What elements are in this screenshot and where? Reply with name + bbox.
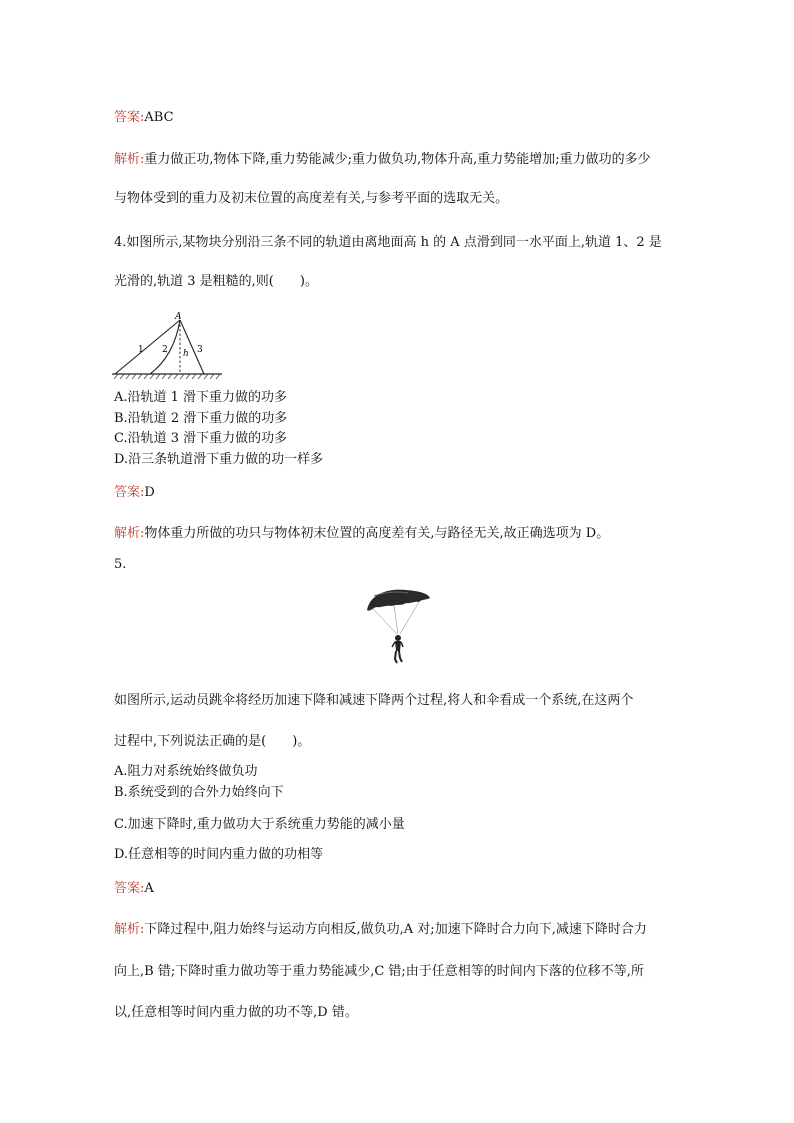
analysis-text: 物体重力所做的功只与物体初末位置的高度差有关,与路径无关,故正确选项为 D。 [144,526,610,541]
q5-option-b: B.系统受到的合外力始终向下 [114,785,284,800]
height-label: h [183,349,189,359]
q5-analysis-line-2: 向上,B 错;下降时重力做功等于重力势能减少,C 错;由于任意相等的时间内下落的位移不等,所 [114,964,644,979]
q4-answer [114,484,155,502]
answer-value: A [144,881,154,896]
q4-option-a: A.沿轨道 1 滑下重力做的功多 [114,390,288,405]
skydiver [392,635,403,663]
prev-analysis-line-2: 与物体受到的重力及初末位置的高度差有关,与参考平面的选取无关。 [114,191,509,206]
parachute-canopy [367,590,430,611]
q5-stem-line-1: 如图所示,运动员跳伞将经历加速下降和减速下降两个过程,将人和伞看成一个系统,在这两个 [114,693,634,708]
q5-option-d: D.任意相等的时间内重力做的功相等 [114,847,324,862]
q4-option-c: C.沿轨道 3 滑下重力做的功多 [114,431,288,446]
prev-answer [114,109,174,127]
answer-label: 答案: [114,881,145,896]
track-1 [115,320,180,374]
q5-option-a: A.阻力对系统始终做负功 [114,764,258,779]
analysis-label: 解析: [114,152,145,167]
q4-option-d: D.沿三条轨道滑下重力做的功一样多 [114,452,324,467]
q4-analysis [114,525,609,543]
analysis-text: 下降过程中,阻力始终与运动方向相反,做负功,A 对;加速下降时合力向下,减速下降时合力 [144,922,647,937]
answer-value: ABC [144,110,174,125]
q5-option-c: C.加速下降时,重力做功大于系统重力势能的减小量 [114,817,405,832]
analysis-label: 解析: [114,922,145,937]
analysis-label: 解析: [114,526,145,541]
q4-option-b: B.沿轨道 2 滑下重力做的功多 [114,411,288,426]
ground-hatching [114,374,220,379]
parachutist-figure [364,584,434,670]
answer-label: 答案: [114,485,145,500]
answer-value: D [144,485,155,500]
q4-stem-line-2: 光滑的,轨道 3 是粗糙的,则( )。 [114,274,318,289]
track-2-label: 2 [162,345,168,355]
apex-label: A [175,312,182,322]
track-1-label: 1 [138,345,144,355]
answer-label: 答案: [114,110,145,125]
q4-stem-line-1: 4.如图所示,某物块分别沿三条不同的轨道由离地面高 h 的 A 点滑到同一水平面上,轨道 1、2 是 [114,235,662,250]
q5-number: 5. [114,557,127,572]
track-3-label: 3 [197,345,203,355]
q5-stem-line-2: 过程中,下列说法正确的是( )。 [114,734,311,749]
q5-analysis-line-1 [114,921,647,939]
analysis-text: 重力做正功,物体下降,重力势能减少;重力做负功,物体升高,重力势能增加;重力做功的多少 [144,152,651,167]
q4-track-figure [112,312,224,380]
prev-analysis-line-1 [114,151,651,169]
q5-analysis-line-3: 以,任意相等时间内重力做的功不等,D 错。 [114,1005,358,1020]
q5-answer [114,880,154,898]
